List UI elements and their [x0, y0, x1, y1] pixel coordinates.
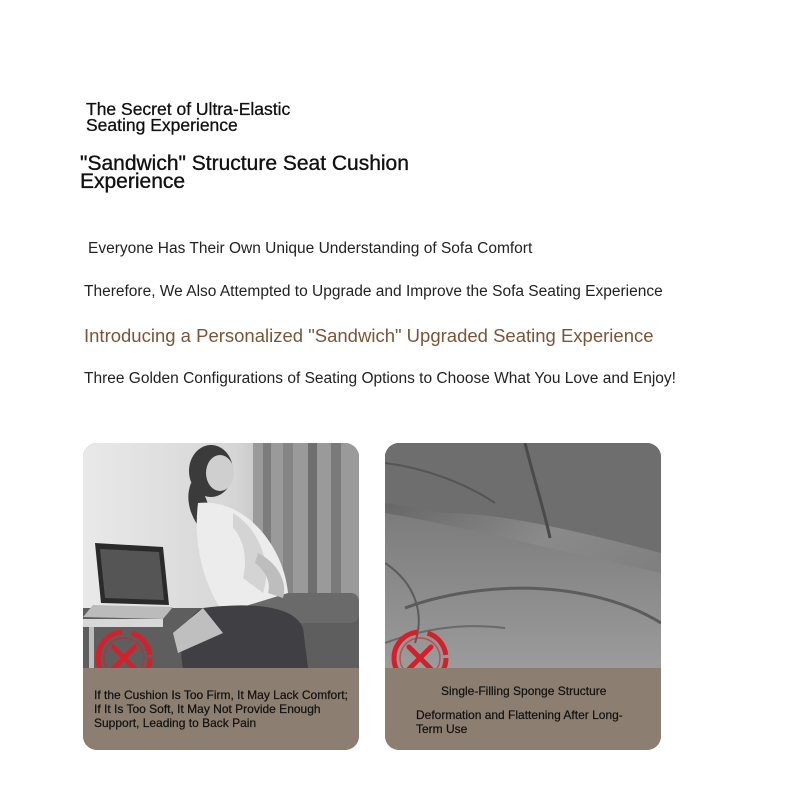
card-caption-body: Deformation and Flattening After Long-Term Use [416, 708, 623, 736]
intro-highlight: Introducing a Personalized "Sandwich" Upgraded Seating Experience [84, 325, 654, 346]
card-firm-soft [83, 443, 359, 750]
subtitle-line-2: Experience [80, 170, 186, 193]
section-title [86, 101, 366, 133]
card-caption-title: Single-Filling Sponge Structure [441, 684, 607, 698]
section-subtitle [80, 152, 500, 193]
subtitle-line-1: "Sandwich" Structure Seat Cushion [80, 152, 409, 175]
title-line-1: The Secret of Ultra-Elastic [86, 99, 291, 119]
title-line-2: Seating Experience [86, 115, 238, 135]
intro-line-1: Everyone Has Their Own Unique Understanding of Sofa Comfort [88, 240, 533, 257]
intro-line-2: Therefore, We Also Attempted to Upgrade and Improve the Sofa Seating Experience [84, 283, 663, 300]
card-caption: If the Cushion Is Too Firm, It May Lack Comfort; If It Is Too Soft, It May Not Provide Enough Support, Leading to Back Pain [94, 688, 348, 730]
intro-line-4: Three Golden Configurations of Seating Options to Choose What You Love and Enjoy! [84, 370, 676, 387]
card-single-filling [385, 443, 661, 750]
